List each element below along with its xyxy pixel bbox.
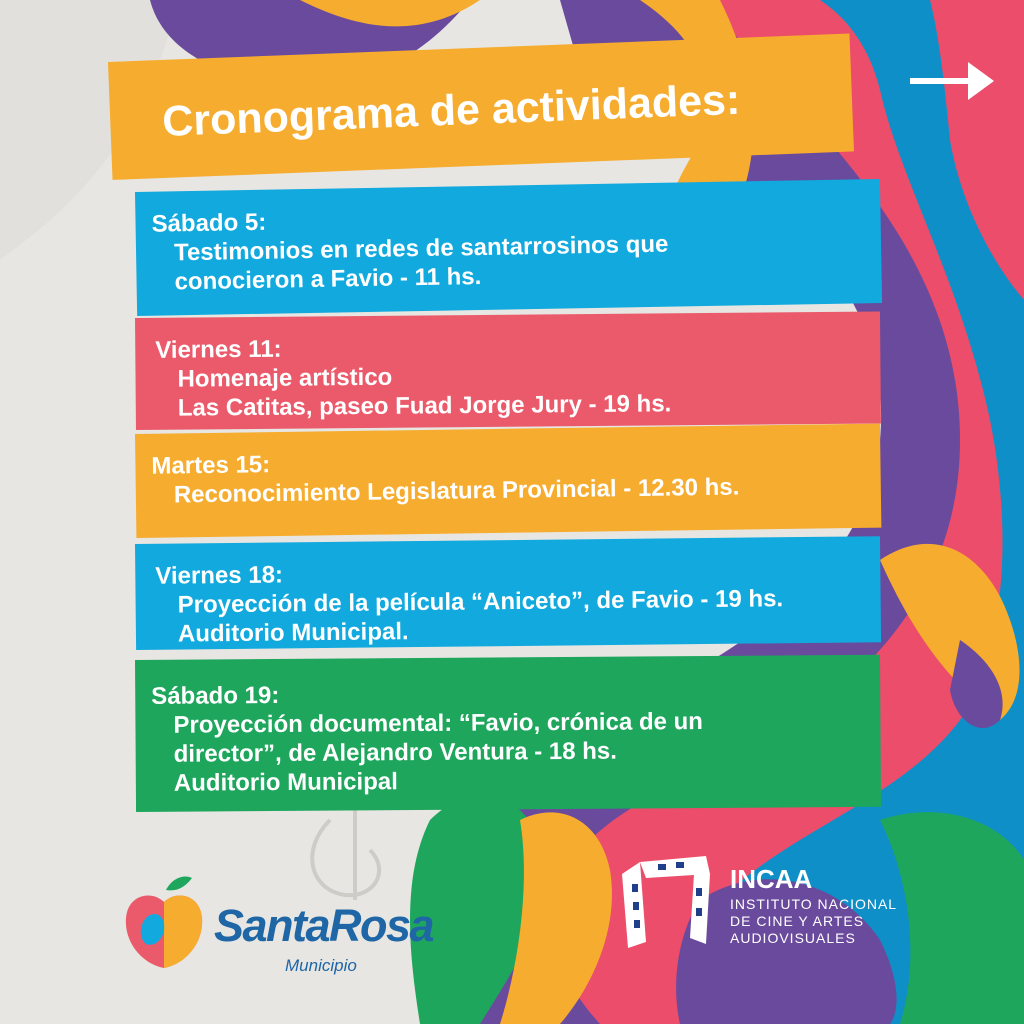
event-line: Testimonios en redes de santarrosinos que (173, 230, 669, 267)
page-title: Cronograma de actividades: (108, 34, 854, 180)
event-card-2 (135, 311, 881, 429)
incaa-logo-text: INCAA (730, 864, 813, 894)
event-line: Reconocimiento Legislatura Provincial - 12.30 hs. (173, 473, 740, 509)
event-card-1 (135, 179, 882, 316)
incaa-film-logo (610, 852, 720, 952)
event-line: Auditorio Municipal. (177, 618, 409, 648)
event-day: Viernes 11: (155, 335, 282, 364)
event-line: Proyección documental: “Favio, crónica de un (173, 708, 703, 739)
santarosa-logo-text: SantaRosa (214, 900, 434, 951)
event-card-5 (135, 655, 881, 812)
santarosa-logo-subtitle: Municipio (285, 956, 357, 975)
incaa-sub-line: DE CINE Y ARTES (730, 913, 865, 929)
event-line: Las Catitas, paseo Fuad Jorge Jury - 19 hs. (177, 390, 672, 422)
event-card-3 (135, 424, 881, 538)
event-card-4 (135, 536, 881, 650)
incaa-sub-line: INSTITUTO NACIONAL (730, 896, 898, 912)
event-line: Auditorio Municipal (173, 768, 398, 797)
event-day: Sábado 5: (151, 208, 267, 238)
incaa-sub-line: AUDIOVISUALES (730, 930, 856, 946)
event-line: Proyección de la película “Aniceto”, de Favio - 19 hs. (177, 585, 784, 619)
event-day: Sábado 19: (151, 681, 280, 710)
event-line: director”, de Alejandro Ventura - 18 hs. (173, 737, 617, 768)
event-day: Viernes 18: (155, 561, 284, 590)
santarosa-apple-logo (122, 872, 206, 972)
arrow-right-icon[interactable] (906, 56, 996, 106)
event-day: Martes 15: (151, 451, 271, 480)
event-line: Homenaje artístico (177, 363, 393, 393)
event-line: conocieron a Favio - 11 hs. (174, 262, 482, 296)
incaa-logo-subtitle (730, 896, 897, 947)
